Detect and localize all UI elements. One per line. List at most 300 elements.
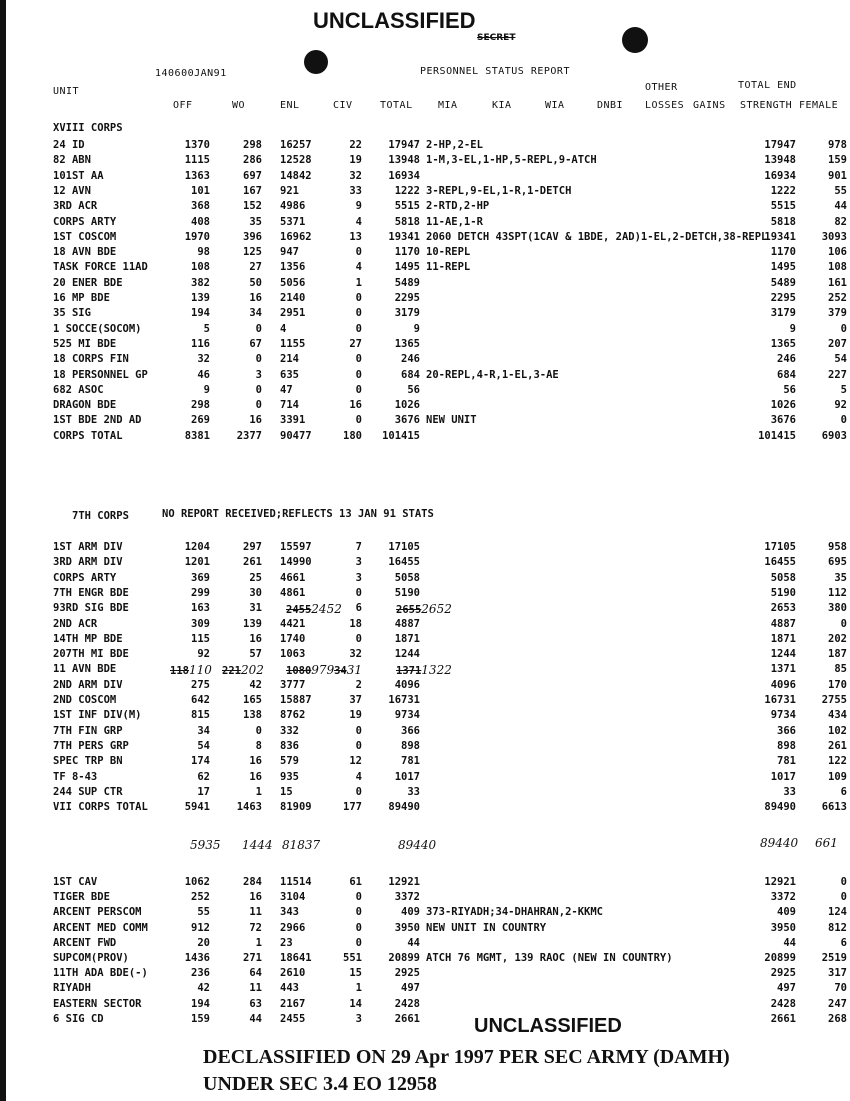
total-cell-corrected: 1322 [421, 663, 452, 678]
end-strength-cell: 13948 [764, 154, 796, 167]
enl-cell: 16962 [280, 230, 312, 243]
female-cell: 252 [828, 292, 847, 304]
civ-cell: 22 [349, 139, 362, 151]
civ-cell: 0 [355, 322, 362, 335]
col-other-1: OTHER [645, 82, 678, 93]
table-row [0, 154, 850, 168]
enl-cell: 14990 [280, 556, 312, 569]
off-cell: 101 [191, 184, 210, 197]
enl-cell: 4986 [280, 200, 306, 213]
hw-wo: 1444 [242, 838, 273, 852]
total-cell: 1017 [394, 770, 420, 783]
unit-cell: DRAGON BDE [53, 399, 117, 412]
unit-cell: TIGER BDE [53, 891, 110, 904]
unit-cell: 682 ASOC [53, 383, 104, 396]
unit-cell: SUPCOM(PROV) [53, 952, 129, 964]
civ-cell: 9 [355, 200, 362, 213]
civ-cell-corrected: 31 [346, 663, 362, 678]
off-cell: 55 [197, 906, 210, 919]
civ-cell: 27 [349, 337, 362, 350]
remarks-cell: 373-RIYADH;34-DHAHRAN,2-KKMC [426, 906, 604, 919]
total-cell: 16934 [388, 169, 420, 182]
unit-cell: ARCENT FWD [53, 936, 117, 949]
col-wo: WO [232, 100, 246, 111]
total-cell: 5058 [394, 571, 420, 584]
off-cell: 194 [191, 307, 210, 320]
female-cell: 122 [828, 755, 847, 768]
female-cell: 202 [828, 632, 847, 645]
civ-cell: 14 [349, 997, 362, 1010]
civ-cell: 0 [355, 246, 362, 259]
unit-cell: 2ND ACR [53, 617, 98, 630]
end-strength-cell: 1495 [770, 261, 796, 274]
unit-cell: TASK FORCE 11AD [53, 261, 148, 274]
col-mia: MIA [438, 100, 458, 111]
off-cell: 159 [191, 1012, 210, 1025]
civ-cell: 37 [349, 694, 362, 706]
wo-cell: 0 [255, 399, 262, 412]
total-cell-struck: 1371 [396, 665, 422, 678]
female-cell: 106 [828, 246, 847, 259]
declass-line-1: DECLASSIFIED ON 29 Apr 1997 PER SEC ARMY (DAMH) [203, 1046, 730, 1068]
civ-cell: 19 [349, 154, 362, 167]
female-cell: 901 [828, 169, 847, 182]
female-cell: 0 [840, 617, 847, 630]
wo-cell: 139 [243, 617, 262, 630]
table-row [0, 786, 850, 800]
off-cell: 642 [191, 694, 210, 706]
civ-cell: 0 [355, 632, 362, 645]
total-cell [396, 663, 452, 678]
off-cell: 1062 [184, 876, 210, 888]
col-unit: UNIT [53, 86, 80, 97]
off-cell: 369 [191, 571, 210, 584]
table-row [0, 587, 850, 601]
end-strength-cell: 12921 [764, 876, 796, 888]
civ-cell: 16 [349, 399, 362, 412]
civ-cell: 0 [355, 921, 362, 934]
wo-cell: 16 [249, 755, 262, 768]
off-cell: 42 [197, 982, 210, 995]
enl-cell: 14842 [280, 169, 312, 182]
end-strength-cell: 409 [777, 906, 796, 919]
end-strength-cell: 56 [783, 383, 796, 396]
total-cell: 5489 [394, 276, 420, 289]
total-cell: 1365 [394, 337, 420, 350]
enl-cell-corrected: 979 [311, 663, 335, 678]
off-cell: 275 [191, 678, 210, 691]
civ-cell: 12 [349, 755, 362, 768]
civ-cell: 4 [355, 770, 362, 783]
off-cell: 194 [191, 997, 210, 1010]
end-strength-cell: 2428 [770, 997, 796, 1010]
remarks-cell: 2-HP,2-EL [426, 139, 483, 151]
table-row [0, 323, 850, 337]
remarks-cell: NEW UNIT IN COUNTRY [426, 921, 547, 934]
civ-cell: 4 [355, 261, 362, 274]
end-strength-cell: 16731 [764, 694, 796, 706]
classification-top: UNCLASSIFIED [313, 8, 476, 33]
enl-cell: 81909 [280, 801, 312, 814]
wo-cell: 167 [243, 184, 262, 197]
total-cell: 1495 [394, 261, 420, 274]
civ-cell: 0 [355, 936, 362, 949]
total-cell: 2925 [394, 967, 420, 980]
table-row [0, 185, 850, 199]
enl-cell: 1063 [280, 648, 306, 661]
end-strength-cell: 3372 [770, 891, 796, 904]
female-cell: 978 [828, 139, 847, 151]
unit-cell: 12 AVN [53, 184, 91, 197]
table-row [0, 618, 850, 632]
off-cell: 163 [191, 602, 210, 615]
unit-cell: 35 SIG [53, 307, 91, 320]
total-cell-struck: 2655 [396, 604, 422, 617]
off-cell: 116 [191, 337, 210, 350]
female-cell: 0 [840, 414, 847, 427]
unit-cell: 7TH ENGR BDE [53, 586, 129, 599]
female-cell: 380 [828, 602, 847, 615]
end-strength-cell: 17105 [764, 541, 796, 553]
wo-cell: 42 [249, 678, 262, 691]
off-cell: 299 [191, 586, 210, 599]
female-cell: 261 [828, 739, 847, 752]
vii-note: NO REPORT RECEIVED;REFLECTS 13 JAN 91 STATS [162, 508, 434, 520]
declass-line-2: UNDER SEC 3.4 EO 12958 [203, 1073, 437, 1095]
female-cell: 3093 [821, 230, 847, 243]
remarks-cell: 2060 DETCH 43SPT(1CAV & 1BDE, 2AD)1-EL,2-DETCH,38-REPL [426, 230, 768, 243]
civ-cell: 0 [355, 724, 362, 737]
civ-cell: 180 [343, 429, 362, 442]
end-strength-cell: 1222 [770, 184, 796, 197]
off-cell: 1370 [184, 139, 210, 151]
section-xviii: XVIII CORPS [53, 122, 123, 134]
unit-cell: 101ST AA [53, 169, 104, 182]
total-cell: 16455 [388, 556, 420, 569]
off-cell: 115 [191, 632, 210, 645]
female-cell: 268 [828, 1012, 847, 1025]
remarks-cell: 2-RTD,2-HP [426, 200, 490, 213]
unit-cell: 7TH PERS GRP [53, 739, 129, 752]
total-cell: 1244 [394, 648, 420, 661]
female-cell: 159 [828, 154, 847, 167]
total-cell: 1026 [394, 399, 420, 412]
total-cell: 2295 [394, 292, 420, 304]
total-cell: 2428 [394, 997, 420, 1010]
end-strength-cell: 2653 [770, 602, 796, 615]
enl-cell: 3777 [280, 678, 306, 691]
wo-cell: 16 [249, 292, 262, 304]
table-row [0, 998, 850, 1012]
unit-cell: 11TH ADA BDE(-) [53, 967, 148, 980]
enl-cell: 1740 [280, 632, 306, 645]
female-cell: 247 [828, 997, 847, 1010]
wo-cell: 57 [249, 648, 262, 661]
col-wia: WIA [545, 100, 565, 111]
total-cell: 1871 [394, 632, 420, 645]
enl-cell-corrected: 2452 [311, 602, 342, 617]
enl-cell: 4421 [280, 617, 306, 630]
total-cell: 409 [401, 906, 420, 919]
civ-cell: 19 [349, 709, 362, 722]
unit-cell: 3RD ACR [53, 200, 98, 213]
unit-cell: 2ND ARM DIV [53, 678, 123, 691]
female-cell: 85 [834, 663, 847, 676]
off-cell: 5 [203, 322, 210, 335]
table-row [0, 922, 850, 936]
remarks-cell: 20-REPL,4-R,1-EL,3-AE [426, 368, 559, 381]
off-cell: 912 [191, 921, 210, 934]
total-cell: 5818 [394, 215, 420, 228]
end-strength-cell: 9734 [770, 709, 796, 722]
table-row [0, 384, 850, 398]
end-strength-cell: 19341 [764, 230, 796, 243]
wo-cell: 138 [243, 709, 262, 722]
female-cell: 958 [828, 541, 847, 553]
total-cell: 3179 [394, 307, 420, 320]
civ-cell: 0 [355, 292, 362, 304]
wo-cell: 0 [255, 383, 262, 396]
wo-cell: 63 [249, 997, 262, 1010]
enl-cell: 2610 [280, 967, 306, 980]
civ-cell: 3 [355, 1012, 362, 1025]
wo-cell: 44 [249, 1012, 262, 1025]
total-cell: 9734 [394, 709, 420, 722]
unit-cell: CORPS ARTY [53, 571, 117, 584]
table-row [0, 277, 850, 291]
wo-cell: 27 [249, 261, 262, 274]
female-cell: 207 [828, 337, 847, 350]
col-kia: KIA [492, 100, 512, 111]
off-cell [170, 663, 210, 677]
unit-cell: 93RD SIG BDE [53, 602, 129, 615]
enl-cell: 16257 [280, 139, 312, 151]
enl-cell-struck: 1080 [286, 665, 312, 678]
wo-cell: 697 [243, 169, 262, 182]
civ-cell: 33 [349, 184, 362, 197]
end-strength-cell: 1170 [770, 246, 796, 259]
total-cell: 497 [401, 982, 420, 995]
table-row [0, 414, 850, 428]
wo-cell: 50 [249, 276, 262, 289]
total-cell: 9 [413, 322, 420, 335]
end-strength-cell: 1371 [770, 663, 796, 676]
end-strength-cell: 5489 [770, 276, 796, 289]
civ-cell: 0 [355, 739, 362, 752]
table-row [0, 906, 850, 920]
female-cell: 161 [828, 276, 847, 289]
unit-cell: 1ST BDE 2ND AD [53, 414, 142, 427]
female-cell: 6613 [821, 801, 847, 814]
wo-cell: 16 [249, 891, 262, 904]
enl-cell: 47 [280, 383, 293, 396]
total-cell: 16731 [388, 694, 420, 706]
table-row [0, 679, 850, 693]
end-strength-cell: 497 [777, 982, 796, 995]
total-cell: 56 [407, 383, 420, 396]
table-row [0, 876, 850, 890]
off-cell: 408 [191, 215, 210, 228]
wo-cell: 0 [255, 322, 262, 335]
female-cell: 2755 [821, 694, 847, 706]
punch-hole [622, 27, 648, 53]
total-cell: 684 [401, 368, 420, 381]
unit-cell: VII CORPS TOTAL [53, 801, 148, 814]
end-strength-cell: 16934 [764, 169, 796, 182]
total-cell: 3950 [394, 921, 420, 934]
table-row [0, 967, 850, 981]
hw-end: 89440 [760, 836, 799, 850]
female-cell: 379 [828, 307, 847, 320]
table-row [0, 633, 850, 647]
female-cell: 6 [840, 936, 847, 949]
wo-cell: 396 [243, 230, 262, 243]
total-cell: 898 [401, 739, 420, 752]
end-strength-cell: 2295 [770, 292, 796, 304]
end-strength-cell: 3179 [770, 307, 796, 320]
total-cell: 19341 [388, 230, 420, 243]
unit-cell: 1 SOCCE(SOCOM) [53, 322, 142, 335]
enl-cell: 3104 [280, 891, 306, 904]
civ-cell: 32 [349, 648, 362, 661]
total-cell [396, 602, 452, 617]
enl-cell: 4 [280, 322, 287, 335]
enl-cell: 8762 [280, 709, 306, 722]
end-strength-cell: 1244 [770, 648, 796, 661]
total-cell: 5515 [394, 200, 420, 213]
unit-cell: 18 AVN BDE [53, 246, 117, 259]
female-cell: 227 [828, 368, 847, 381]
wo-cell: 2377 [236, 429, 262, 442]
female-cell: 317 [828, 967, 847, 980]
enl-cell: 2951 [280, 307, 306, 320]
enl-cell: 2140 [280, 292, 306, 304]
total-cell: 101415 [382, 429, 420, 442]
female-cell: 0 [840, 876, 847, 888]
civ-cell: 61 [349, 876, 362, 888]
female-cell: 82 [834, 215, 847, 228]
unit-cell: RIYADH [53, 982, 91, 995]
enl-cell: 714 [280, 399, 299, 412]
unit-cell: 525 MI BDE [53, 337, 117, 350]
enl-cell: 935 [280, 770, 299, 783]
off-cell: 9 [203, 383, 210, 396]
end-strength-cell: 1017 [770, 770, 796, 783]
wo-cell: 271 [243, 952, 262, 964]
civ-cell: 7 [355, 541, 362, 553]
enl-cell: 921 [280, 184, 299, 197]
table-row [0, 261, 850, 275]
civ-cell-struck: 34 [334, 665, 347, 678]
section-vii: 7TH CORPS [72, 510, 129, 522]
unit-cell: 1ST CAV [53, 876, 98, 888]
off-cell: 815 [191, 709, 210, 722]
table-row [0, 572, 850, 586]
civ-cell: 551 [343, 952, 362, 964]
remarks-cell: 10-REPL [426, 246, 471, 259]
unit-cell: 1ST ARM DIV [53, 541, 123, 553]
total-cell: 1170 [394, 246, 420, 259]
wo-cell: 16 [249, 770, 262, 783]
end-strength-cell: 20899 [764, 952, 796, 964]
civ-cell: 3 [355, 571, 362, 584]
enl-cell: 214 [280, 353, 299, 366]
total-cell: 4096 [394, 678, 420, 691]
table-row [0, 725, 850, 739]
female-cell: 108 [828, 261, 847, 274]
end-strength-cell: 4096 [770, 678, 796, 691]
off-cell: 269 [191, 414, 210, 427]
table-row [0, 292, 850, 306]
col-total: TOTAL [380, 100, 413, 111]
col-enl: ENL [280, 100, 300, 111]
col-gains: GAINS [693, 100, 726, 111]
off-cell: 32 [197, 353, 210, 366]
off-cell: 298 [191, 399, 210, 412]
remarks-cell: 11-REPL [426, 261, 471, 274]
table-row [0, 801, 850, 815]
table-row [0, 771, 850, 785]
off-cell: 1363 [184, 169, 210, 182]
end-strength-cell: 16455 [764, 556, 796, 569]
total-cell: 3372 [394, 891, 420, 904]
wo-cell: 1463 [236, 801, 262, 814]
civ-cell: 32 [349, 169, 362, 182]
female-cell: 6903 [821, 429, 847, 442]
civ-cell: 15 [349, 967, 362, 980]
wo-cell: 297 [243, 541, 262, 553]
female-cell: 54 [834, 353, 847, 366]
off-cell: 8381 [184, 429, 210, 442]
total-cell: 44 [407, 936, 420, 949]
female-cell: 2519 [821, 952, 847, 964]
off-cell-struck: 118 [170, 665, 189, 678]
col-end-2: STRENGTH [740, 100, 793, 111]
end-strength-cell: 1026 [770, 399, 796, 412]
unit-cell: 3RD ARM DIV [53, 556, 123, 569]
total-cell: 20899 [388, 952, 420, 964]
wo-cell-struck: 221 [222, 665, 241, 678]
total-cell: 246 [401, 353, 420, 366]
unit-cell: 24 ID [53, 139, 85, 151]
table-row [0, 307, 850, 321]
off-cell: 20 [197, 936, 210, 949]
wo-cell: 1 [255, 936, 262, 949]
total-cell: 89490 [388, 801, 420, 814]
civ-cell: 2 [355, 678, 362, 691]
table-row [0, 200, 850, 214]
table-row [0, 891, 850, 905]
table-row [0, 139, 850, 153]
total-cell-corrected: 2652 [421, 602, 452, 617]
female-cell: 170 [828, 678, 847, 691]
wo-cell: 35 [249, 215, 262, 228]
enl-cell: 332 [280, 724, 299, 737]
remarks-cell: 1-M,3-EL,1-HP,5-REPL,9-ATCH [426, 154, 597, 167]
civ-cell: 18 [349, 617, 362, 630]
off-cell: 1970 [184, 230, 210, 243]
enl-cell: 2966 [280, 921, 306, 934]
civ-cell: 0 [355, 307, 362, 320]
unit-cell: 18 PERSONNEL GP [53, 368, 148, 381]
wo-cell: 72 [249, 921, 262, 934]
wo-cell: 165 [243, 694, 262, 706]
female-cell: 434 [828, 709, 847, 722]
unit-cell: CORPS ARTY [53, 215, 117, 228]
end-strength-cell: 246 [777, 353, 796, 366]
off-cell-corrected: 110 [188, 663, 212, 678]
female-cell: 102 [828, 724, 847, 737]
